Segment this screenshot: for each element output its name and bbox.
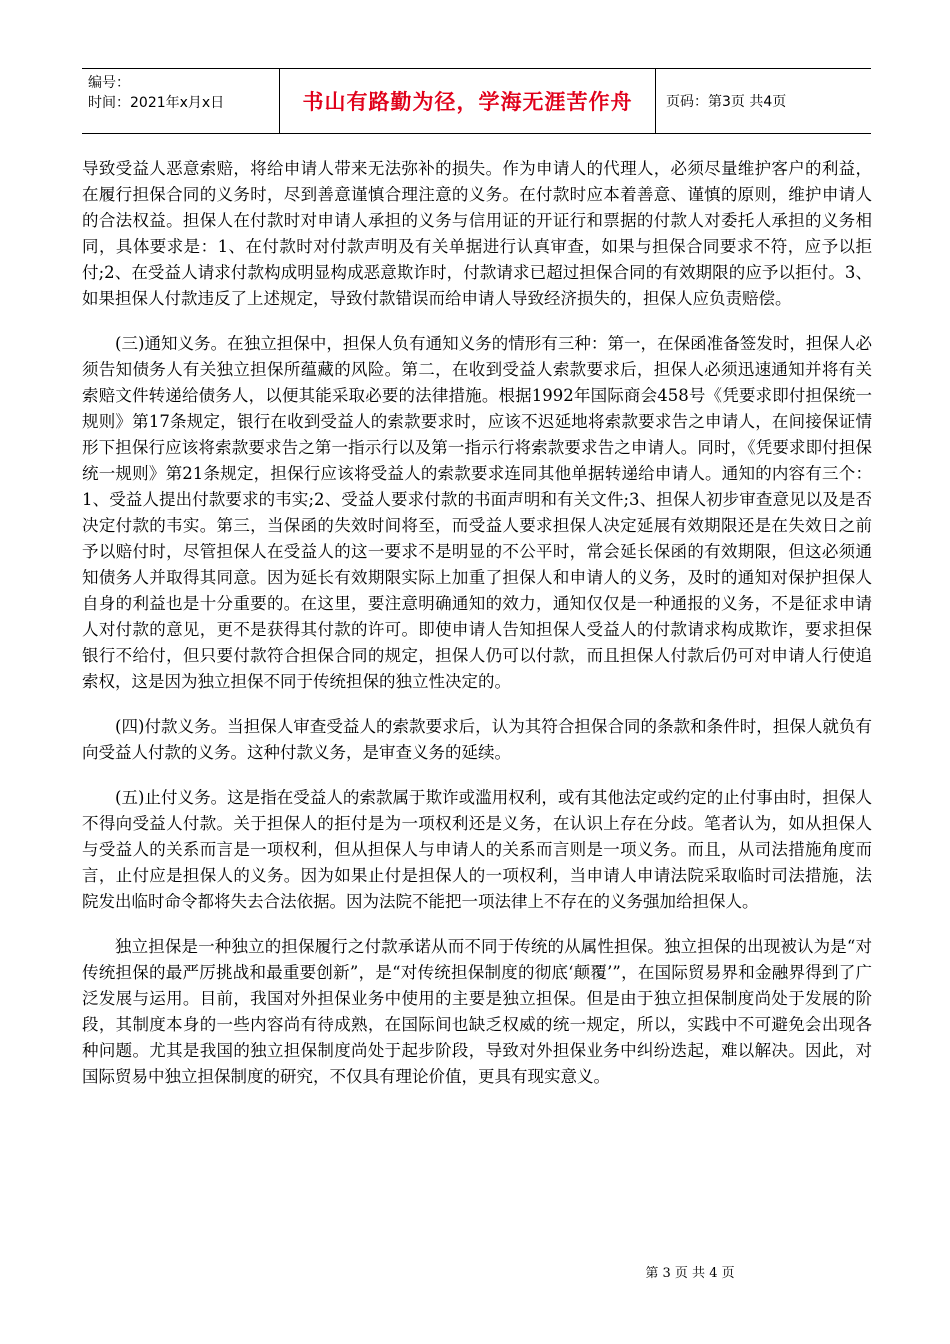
- document-body: [82, 156, 872, 1109]
- paragraph-notification-duty: (三)通知义务。在独立担保中，担保人负有通知义务的情形有三种：第一，在保函准备签发时，担保人必须告知债务人有关独立担保所蕴藏的风险。第二，在收到受益人索款要求后，担保人必须迅速通知并将有关索赔文件转递给债务人，以便其能采取必要的法律措施。根据1992年国际商会458号《凭要求即付担保统一规则》第17条规定，银行在收到受益人的索款要求时，应该不迟延地将索款要求告之申请人，在间接保证情形下担保行应该将索款要求告之第一指示行以及第一指示行将索款要求告之申请人。同时，《凭要求即付担保统一规则》第21条规定，担保行应该将受益人的索款要求连同其他单据转递给申请人。通知的内容有三个：1、受益人提出付款要求的韦实;2、受益人要求付款的书面声明和有关文件;3、担保人初步审查意见以及是否决定付款的韦实。第三，当保函的失效时间将至，而受益人要求担保人决定延展有效期限还是在失效日之前予以赔付时，尽管担保人在受益人的这一要求不是明显的不公平时，常会延长保函的有效期限，但这必须通知债务人并取得其同意。因为延长有效期限实际上加重了担保人和申请人的义务，及时的通知对保护担保人自身的利益也是十分重要的。在这里，要注意明确通知的效力，通知仅仅是一种通报的义务，不是征求申请人对付款的意见，更不是获得其付款的许可。即使申请人告知担保人受益人的付款请求构成欺诈，要求担保银行不给付，但只要付款符合担保合同的规定，担保人仍可以付款，而且担保人付款后仍可对申请人行使追索权，这是因为独立担保不同于传统担保的独立性决定的。: [82, 334, 872, 691]
- paragraph-stop-payment-duty: (五)止付义务。这是指在受益人的索款属于欺诈或滥用权利，或有其他法定或约定的止付事由时，担保人不得向受益人付款。关于担保人的拒付是为一项权利还是义务，在认识上存在分歧。笔者认为，如从担保人与受益人的关系而言是一项权利，但从担保人与申请人的关系而言则是一项义务。而且，从司法措施角度而言，止付应是担保人的义务。因为如果止付是担保人的一项权利，当申请人申请法院采取临时司法措施，法院发出临时命令都将失去合法依据。因为法院不能把一项法律上不存在的义务强加给担保人。: [82, 788, 872, 911]
- paragraph-conclusion: 独立担保是一种独立的担保履行之付款承诺从而不同于传统的从属性担保。独立担保的出现被认为是“对传统担保的最严厉挑战和最重要创新”，是“对传统担保制度的彻底‘颠覆’”，在国际贸易界和金融界得到了广泛发展与运用。目前，我国对外担保业务中使用的主要是独立担保。但是由于独立担保制度尚处于发展的阶段，其制度本身的一些内容尚有待成熟，在国际间也缺乏权威的统一规定，所以，实践中不可避免会出现各种问题。尤其是我国的独立担保制度尚处于起步阶段，导致对外担保业务中纠纷迭起，难以解决。因此，对国际贸易中独立担保制度的研究，不仅具有理论价值，更具有现实意义。: [82, 937, 872, 1086]
- page-footer: 第 3 页 共 4 页: [645, 1266, 735, 1281]
- page-header: [82, 68, 871, 134]
- header-meta: [82, 69, 280, 133]
- document-date-label: 时间：2021年x月x日: [88, 95, 225, 111]
- header-page-info: 页码：第3页 共4页: [666, 94, 787, 110]
- paragraph-payment-duty: (四)付款义务。当担保人审查受益人的索款要求后，认为其符合担保合同的条款和条件时，担保人就负有向受益人付款的义务。这种付款义务，是审查义务的延续。: [82, 717, 872, 762]
- header-motto: 书山有路勤为径，学海无涯苦作舟: [280, 69, 656, 133]
- paragraph-continuation: 导致受益人恶意索赔，将给申请人带来无法弥补的损失。作为申请人的代理人，必须尽量维护客户的利益，在履行担保合同的义务时，尽到善意谨慎合理注意的义务。在付款时应本着善意、谨慎的原则，维护申请人的合法权益。担保人在付款时对申请人承担的义务与信用证的开证行和票据的付款人对委托人承担的义务相同，具体要求是：1、在付款时对付款声明及有关单据进行认真审查，如果与担保合同要求不符，应予以拒付;2、在受益人请求付款构成明显构成恶意欺诈时，付款请求已超过担保合同的有效期限的应予以拒付。3、如果担保人付款违反了上述规定，导致付款错误而给申请人导致经济损失的，担保人应负责赔偿。: [82, 159, 872, 308]
- document-number-label: 编号：: [88, 75, 130, 91]
